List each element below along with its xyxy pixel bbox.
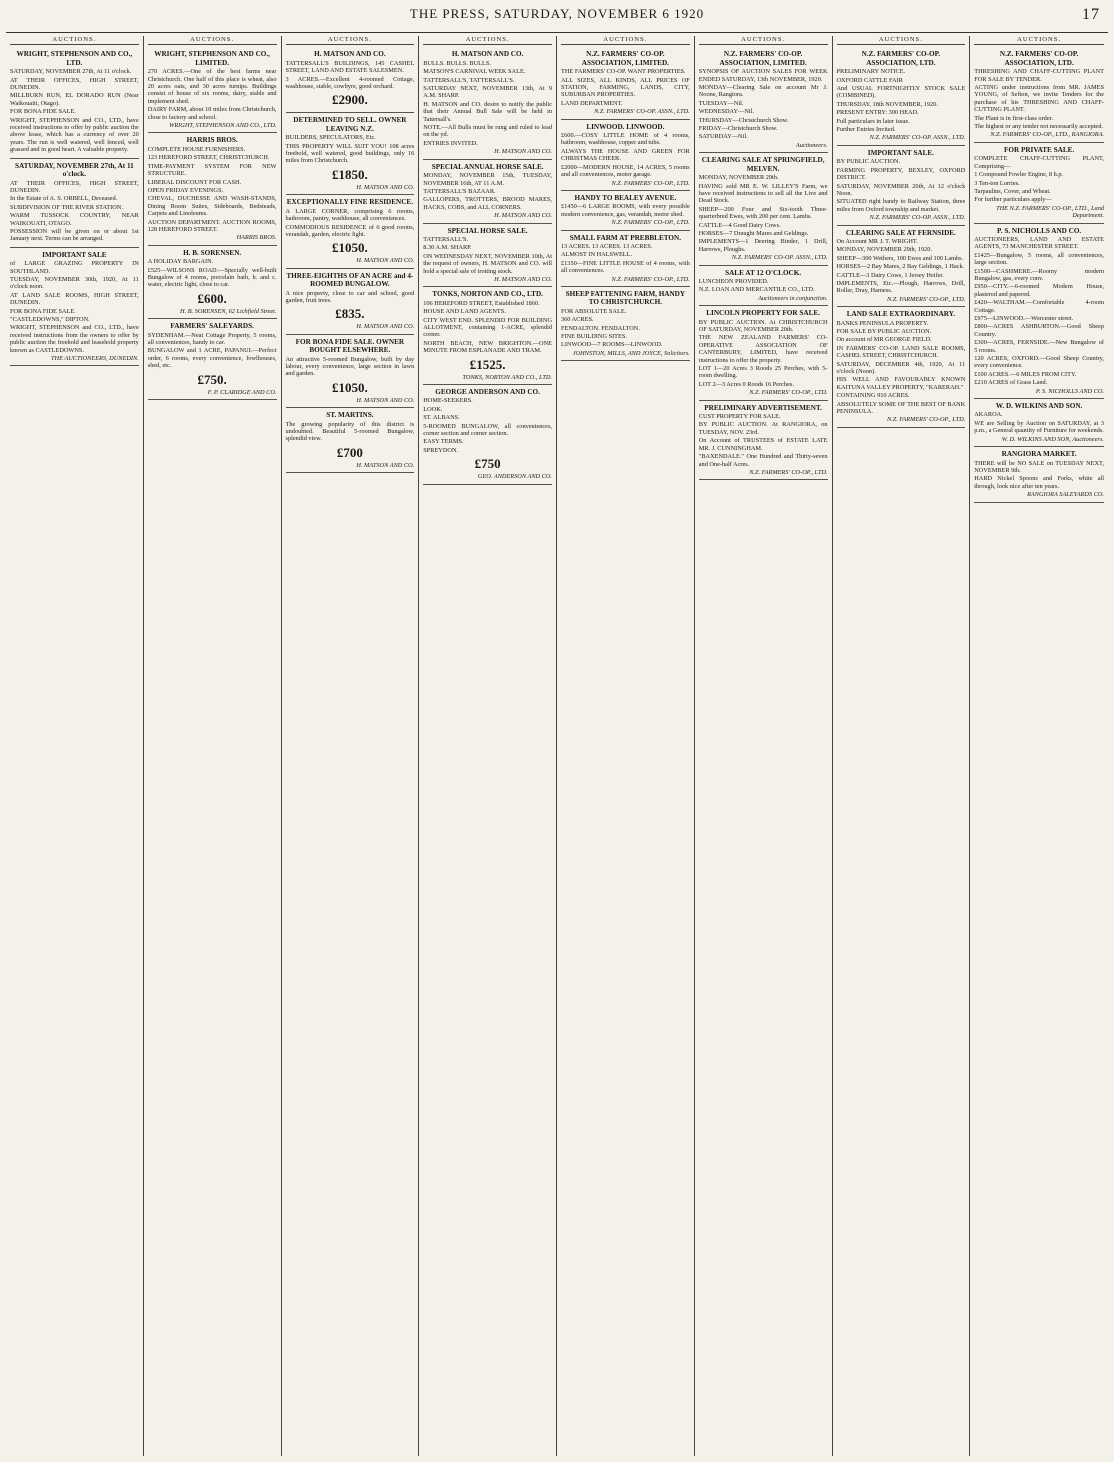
auction-column — [970, 36, 1108, 1456]
ad-text: CATTLE—3 Dairy Cows, 1 Jersey Heifer. — [836, 271, 944, 279]
ad-text: 3 ACRES.—Excellent 4-roomed Cottage, washhouse, stable, cowbyre, good orchard. — [285, 75, 415, 91]
ad-price: £600. — [197, 290, 227, 306]
ad-heading: CLEARING SALE AT SPRINGFIELD, MELVEN. — [701, 156, 825, 173]
ad-text: BANKS PENINSULA PROPERTY. — [836, 319, 929, 327]
ad-firm: THE AUCTIONEERS, DUNEDIN. — [51, 355, 139, 363]
ad-text: AKAROA. — [974, 411, 1003, 419]
ad-text: On Account MR J. T. WRIGHT. — [836, 237, 918, 245]
ad-text: BY PUBLIC AUCTION. At CHRISTCHURCH OF SATURDAY, NOVEMBER 20th. — [698, 318, 828, 333]
ad-price: £700 — [336, 444, 363, 460]
ad-firm: H. MATSON AND CO. — [356, 183, 415, 191]
ad-text: £100 ACRES.—6 MILES FROM CITY. — [974, 370, 1077, 378]
ad-text: CHEVAL, DUCHESSE AND WASH-STANDS, Dining Room Suites, Sideboards, Bedsteads, Carpets and Linoleums. — [147, 195, 277, 218]
ad-text: H. MATSON and CO. desire to notify the public that their Annual Bull Sale will be held in Tattersall's. — [423, 100, 552, 123]
ad-text: 270 ACRES.—One of the best farms near Christchurch. One half of this place is wheat, also 20 acres oats, and 30 acres turnips. Buildings consist of house of six rooms, dairy, stable and implement shed. — [147, 68, 277, 105]
ad-text: LIBERAL DISCOUNT FOR CASH. — [147, 178, 242, 186]
ad-text: £300—ACRES, FERNSIDE.—New Bungalow of 5 rooms. — [974, 339, 1104, 354]
ad-text: ALMOST IN HALSWELL. — [561, 251, 633, 259]
auction-ad — [148, 133, 277, 245]
ad-text: 120 ACRES, OXFORD.—Good Sheep Country, every convenience. — [974, 355, 1104, 370]
ad-text: OXFORD CATTLE FAIR — [836, 76, 903, 84]
column-heading: AUCTIONS. — [837, 36, 966, 45]
ad-text: WRIGHT, STEPHENSON and CO., LTD., have received instructions from the owners to offer by public auction the freehold and leasehold property known as CASTLEDOWNS. — [10, 324, 139, 354]
ad-text: ON WEDNESDAY NEXT, NOVEMBER 10th, At the request of owners, H. MATSON and CO. will hold a special sale of trotting stock. — [423, 252, 552, 275]
ad-firm: H. MATSON AND CO. — [494, 212, 552, 220]
ad-heading: P. S. NICHOLLS AND CO. — [997, 226, 1082, 235]
auction-column — [557, 36, 695, 1456]
ad-firm: N.Z. FARMERS' CO-OP., LTD. — [749, 389, 828, 397]
ad-text: IMPLEMENTS—1 Deering Binder, 1 Drill, Harrows, Ploughs. — [698, 238, 828, 253]
ad-text: SATURDAY, NOVEMBER 20th, At 12 o'clock Noon. — [836, 182, 966, 197]
ad-text: TUESDAY, NOVEMBER 30th, 1920, At 11 o'clock noon. — [10, 275, 139, 291]
ad-text: And USUAL FORTNIGHTLY STOCK SALE (COMBINED). — [836, 85, 966, 100]
auction-ad — [423, 224, 552, 288]
auction-ad — [837, 146, 966, 226]
ad-text: THERE will be NO SALE on TUESDAY NEXT, NOVEMBER 9th. — [974, 459, 1104, 474]
column-heading: AUCTIONS. — [148, 36, 277, 45]
ad-text: On account of MR GEORGE FIELD. — [836, 336, 932, 344]
auction-ad — [286, 47, 415, 113]
ad-text: MILLBURN RUN, EL DORADO RUN (Near Waikouaiti, Otago). — [10, 92, 139, 107]
ad-heading: H. MATSON AND CO. — [314, 50, 386, 59]
ad-text: Further Entries Invited. — [836, 126, 896, 134]
ad-price: £1525. — [469, 356, 506, 372]
ad-firm: N.Z. FARMERS' CO-OP. ASSN., LTD. — [594, 108, 690, 116]
ad-firm: H. MATSON AND CO. — [494, 275, 552, 283]
ad-text: POSSESSION will be given on or about 1st January next. Terms can be arranged. — [10, 227, 139, 243]
ad-text: SATURDAY, DECEMBER 4th, 1920, At 11 o'clock (Noon). — [836, 360, 966, 376]
ad-text: A HOLIDAY BARGAIN. — [147, 258, 214, 266]
auction-ad — [837, 307, 966, 428]
ad-firm: N.Z. FARMERS' CO-OP., LTD., RANGIORA. — [990, 131, 1104, 139]
ad-text: 5-ROOMED BUNGALOW, all conveniences, corner section and corner section. — [423, 422, 552, 438]
ad-text: HORSES—2 Bay Mares, 2 Bay Geldings, 1 Hack. — [836, 263, 965, 271]
ad-text: 106 HEREFORD STREET, Established 1860. — [423, 299, 540, 307]
ad-heading: WRIGHT, STEPHENSON AND CO., LIMITED. — [154, 50, 270, 67]
auction-column — [6, 36, 144, 1456]
ad-heading: THREE-EIGHTHS OF AN ACRE and 4-ROOMED BUNGALOW. — [286, 271, 414, 289]
ad-text: WE are Selling by Auction on SATURDAY, at 3 p.m., a General quantity of Furniture for weekends. — [974, 419, 1104, 435]
auction-ad — [699, 47, 828, 153]
ad-firm: WRIGHT, STEPHENSON AND CO., LTD. — [169, 122, 277, 130]
auction-ad — [423, 385, 552, 485]
auction-ad — [561, 287, 690, 361]
auction-ad — [10, 47, 139, 158]
auction-ad — [286, 335, 415, 408]
ad-text: The Plant is in first-class order. — [974, 114, 1053, 122]
ad-heading: GEORGE ANDERSON AND CO. — [435, 388, 540, 397]
auction-ad — [561, 231, 690, 287]
ad-text: For further particulars apply— — [974, 196, 1052, 204]
ad-text: AT THEIR OFFICES, HIGH STREET, DUNEDIN. — [10, 76, 139, 92]
ad-heading: N.Z. FARMERS' CO-OP. ASSOCIATION, LIMITED. — [719, 50, 807, 67]
page-number: 17 — [1082, 6, 1100, 23]
ad-text: The growing popularity of this district is undoubted. Beautiful 5-roomed Bungalow, splendid view. — [285, 420, 415, 443]
ad-text: 3 Ten-ton Lorries. — [974, 179, 1020, 187]
ad-text: SPREYDON. — [423, 446, 459, 454]
ad-text: WEDNESDAY—Nil. — [698, 108, 754, 116]
ad-heading: LAND SALE EXTRAORDINARY. — [846, 310, 956, 319]
column-heading: AUCTIONS. — [10, 36, 139, 45]
auction-ad — [286, 195, 415, 268]
ad-text: PRELIMINARY NOTICE. — [836, 68, 906, 76]
auction-ad — [699, 306, 828, 400]
ad-text: THURSDAY—Christchurch Show. — [698, 116, 789, 124]
ad-text: AT THEIR OFFICES, HIGH STREET, DUNEDIN. — [10, 179, 139, 194]
page-header-title: THE PRESS, SATURDAY, NOVEMBER 6 1920 — [409, 6, 705, 21]
ad-firm: N.Z. FARMERS' CO-OP., LTD. — [611, 219, 690, 227]
ad-text: In the Estate of A. S. ORBELL, Deceased. — [10, 195, 118, 203]
ad-text: A LARGE CORNER, comprising 6 rooms, bathroom, pantry, washhouse, all conveniences. — [285, 207, 415, 223]
ad-heading: FARMERS' SALEYARDS. — [170, 322, 254, 331]
ad-text: LOT 2—3 Acres 0 Roods 16 Perches. — [698, 380, 794, 388]
ad-text: £1425—Bungalow, 5 rooms, all conveniences, large section. — [974, 251, 1104, 267]
ad-text: SATURDAY NEXT, NOVEMBER 13th, At 9 A.M. SHARP. — [423, 85, 552, 100]
ad-text: GALLOPERS, TROTTERS, BROOD MARES, HACKS, COBS, and ALL CORNERS. — [423, 196, 552, 211]
auction-column — [833, 36, 971, 1456]
ad-text: THE FARMERS' CO-OP. WANT PROPERTIES. — [561, 68, 686, 76]
ad-text: of LARGE GRAZING PROPERTY IN SOUTHLAND. — [10, 260, 139, 275]
ad-text: £1500—CASHMERE.—Roomy modern Bungalow, gas, every conv. — [974, 267, 1104, 282]
ad-firm: Auctioneers in conjunction. — [758, 294, 828, 302]
ad-heading: SPECIAL ANNUAL HORSE SALE. — [431, 162, 544, 171]
ad-text: TATTERSALL'S BAZAAR. — [423, 187, 496, 195]
auction-column — [695, 36, 833, 1456]
ad-text: £950—CITY.—6-roomed Modern House, plastered and papered. — [974, 283, 1104, 298]
ad-text: FINE BUILDING SITES. — [561, 333, 627, 340]
ad-text: TUESDAY—Nil. — [698, 99, 744, 107]
column-heading: AUCTIONS. — [423, 36, 552, 45]
ad-price: £1850. — [332, 166, 368, 182]
ad-text: An attractive 5-roomed Bungalow, built by day labour, every convenience, large section in lawn and garden. — [285, 355, 415, 378]
ad-text: The highest or any tender not necessarily accepted. — [974, 123, 1103, 131]
auction-ad — [561, 191, 690, 231]
ad-price: £1050. — [332, 379, 368, 395]
ad-text: "BAXENDALE." One Hundred and Thirty-seven and One-half Acres. — [698, 453, 828, 468]
ad-heading: SALE AT 12 O'CLOCK. — [725, 268, 802, 277]
auction-ad — [837, 47, 966, 145]
ad-text: 123 HEREFORD STREET, CHRISTCHURCH. — [147, 154, 270, 162]
ad-firm: H. MATSON AND CO. — [356, 257, 415, 265]
ad-text: THURSDAY, 18th NOVEMBER, 1920. — [836, 100, 938, 108]
ad-text: £1450—6 LARGE ROOMS, with every possible modern convenience, gas, verandah, motor shed. — [561, 203, 690, 218]
auction-ad — [974, 447, 1104, 502]
ad-heading: PRELIMINARY ADVERTISEMENT. — [704, 403, 822, 412]
ad-price: £750. — [197, 371, 227, 387]
column-heading: AUCTIONS. — [699, 36, 828, 45]
ad-text: Tarpaulins, Cover, and Wheat. — [974, 187, 1051, 195]
auction-ad — [699, 401, 828, 481]
ad-text: TATTERSALL'S. — [423, 235, 469, 243]
ad-text: On Account of TRUSTEES of ESTATE LATE MR. J. CUNNINGHAM. — [698, 437, 828, 452]
ad-text: WARM TUSSOCK COUNTRY, NEAR WAIKOUATI, OTAGO. — [10, 212, 139, 227]
ad-text: BULLS. BULLS. BULLS. — [423, 59, 491, 67]
auction-ad — [974, 224, 1104, 400]
ad-heading: FOR PRIVATE SALE. — [1004, 145, 1075, 154]
ad-heading: CLEARING SALE AT FERNSIDE. — [845, 228, 956, 237]
ad-firm: N.Z. FARMERS' CO-OP., LTD. — [749, 468, 828, 476]
auction-column — [144, 36, 282, 1456]
ad-text: COMPLETE CHAFF-CUTTING PLANT, Comprising— — [974, 155, 1104, 170]
ad-text: LOOK. — [423, 405, 443, 413]
ad-firm: N.Z. FARMERS' CO-OP., LTD. — [611, 179, 690, 187]
ad-firm: H. B. SORENSEN, 62 Lichfield Street. — [180, 307, 277, 315]
ad-text: THE NEW ZEALAND FARMERS' CO-OPERATIVE ASSOCIATION OF CANTERBURY, LIMITED, have received instructions to offer the property. — [698, 334, 828, 364]
ad-text: MONDAY, NOVEMBER 29th, 1920. — [836, 246, 933, 254]
ad-text: FRIDAY—Christchurch Show. — [698, 125, 778, 133]
ad-text: MONDAY, NOVEMBER 29th. — [698, 174, 779, 182]
auction-ad — [148, 47, 277, 133]
ad-text: COMMODIOUS RESIDENCE of 6 good rooms, verandah, garden, electric light. — [285, 223, 415, 238]
ad-heading: N.Z. FARMERS' CO-OP. ASSOCIATION, LIMITED. — [581, 50, 669, 67]
ad-text: ST. ALBANS. — [423, 414, 460, 422]
auction-ad — [10, 159, 139, 248]
ad-text: WRIGHT, STEPHENSON and CO., LTD., have received instructions to offer by public auction the above lease, which has a currency of over 20 years. The run is well watered, well fenced, well grassed and in good heart. A valuable property. — [10, 116, 139, 154]
ad-firm: N.Z. FARMERS' CO-OP. ASSN., LTD. — [731, 254, 828, 262]
ad-heading: HANDY TO BEALEY AVENUE. — [574, 193, 677, 202]
ad-text: CATTLE—4 Good Dairy Cows. — [698, 221, 781, 229]
ad-text: FENDALTON. FENDALTON. — [561, 324, 640, 332]
ad-heading: W. D. WILKINS AND SON. — [995, 402, 1083, 411]
column-heading: AUCTIONS. — [286, 36, 415, 45]
ad-heading: SATURDAY, NOVEMBER 27th, At 11 o'clock. — [15, 161, 134, 179]
ad-text: HAVING sold MR E. W. LILLEY'S Farm, we have received instructions to sell all the Live and Dead Stock. — [698, 182, 828, 205]
ad-text: £2000—MODERN HOUSE, 14 ACRES, 5 rooms and all conveniences, motor garage. — [561, 163, 690, 179]
ad-text: TIME-PAYMENT SYSTEM FOR NEW STRUCTURE. — [147, 162, 277, 178]
ad-text: SHEEP—300 Wethers, 100 Ewes and 100 Lambs. — [836, 254, 964, 262]
ad-text: FOR SALE BY PUBLIC AUCTION. — [836, 328, 932, 335]
auction-column — [282, 36, 420, 1456]
auction-ad — [286, 113, 415, 195]
ad-heading: RANGIORA MARKET. — [1001, 450, 1077, 459]
ad-text: MONDAY, NOVEMBER 15th, TUESDAY, NOVEMBER 16th, AT 11 A.M. — [423, 172, 552, 187]
ad-text: AUCTION DEPARTMENT. AUCTION ROOMS, 128 HEREFORD STREET. — [147, 218, 277, 233]
ad-firm: JOHNSTON, MILLS, AND JOYCE, Solicitors. — [572, 349, 690, 357]
ad-heading: N.Z. FARMERS' CO-OP. ASSOCIATION, LTD. — [999, 50, 1079, 67]
ad-text: £800—ACRES ASHBURTON.—Good Sheep Country. — [974, 323, 1104, 338]
ad-text: CONTAINING 910 ACRES. — [836, 392, 910, 400]
ad-text: 1 Compound Fowler Engine, 8 h.p. — [974, 171, 1064, 179]
ad-text: LAND DEPARTMENT. — [561, 99, 623, 107]
header-rule — [6, 32, 1108, 33]
ad-firm: F. P. CLARIDGE AND CO. — [207, 388, 277, 396]
ad-firm: N.Z. FARMERS' CO-OP., LTD. — [886, 416, 966, 424]
ad-text: HARD Nickel Spoons and Forks, white all through, look nice after ten years. — [974, 475, 1104, 490]
ad-heading: TONKS, NORTON AND CO., LTD. — [432, 290, 543, 299]
ad-firm: N.Z. FARMERS' CO-OP. ASSN., LTD. — [869, 134, 966, 142]
ad-text: MONDAY—Clearing Sale on account Mr J. Noone, Rangiora. — [698, 84, 828, 99]
ad-heading: H. MATSON AND CO. — [451, 50, 524, 59]
auction-ad — [148, 246, 277, 319]
ad-firm: TONKS, NORTON AND CO., LTD. — [462, 373, 552, 381]
ad-firm: H. MATSON AND CO. — [494, 148, 552, 156]
ad-text: SYNOPSIS OF AUCTION SALES FOR WEEK ENDED SATURDAY, 13th NOVEMBER, 1920. — [698, 68, 828, 83]
ad-firm: P. S. NICHOLLS AND CO. — [1035, 387, 1104, 395]
auction-ad — [974, 399, 1104, 447]
ad-text: COMPLETE HOUSE FURNISHERS. — [147, 145, 246, 153]
ad-text: Full particulars in later issue. — [836, 117, 910, 125]
ad-text: £525—WILSONS ROAD.—Specially well-built Bungalow of 4 rooms, porcelain bath, h. and c. water, electric light, close to car. — [147, 266, 277, 289]
ad-firm: THE N.Z. FARMERS' CO-OP., LTD., Land Department. — [996, 204, 1104, 220]
ad-heading: HARRIS BROS. — [186, 136, 238, 145]
ad-text: FARMING PROPERTY, BEXLEY, OXFORD DISTRICT. — [836, 166, 966, 182]
ad-text: ALWAYS THE HOUSE AND GREEN FOR CHRISTMAS CHEER. — [561, 147, 690, 163]
ad-firm: H. MATSON AND CO. — [356, 396, 415, 404]
ad-text: BY PUBLIC AUCTION. — [836, 158, 901, 166]
ad-text: TATTERSALL'S, TATTERSALL'S. — [423, 76, 515, 84]
ad-heading: ST. MARTINS. — [326, 411, 374, 420]
ad-text: AUCTIONEERS, LAND AND ESTATE AGENTS, 73 MANCHESTER STREET. — [974, 235, 1104, 251]
auction-ad — [561, 47, 690, 119]
ad-heading: SHEEP FATTENING FARM, HANDY TO CHRISTCHURCH. — [565, 289, 686, 307]
auction-ad — [974, 143, 1104, 224]
auction-ad — [837, 226, 966, 308]
ad-firm: Auctioneers. — [795, 141, 828, 149]
auction-ad — [10, 248, 139, 367]
auction-ad — [974, 47, 1104, 142]
ad-firm: N.Z. FARMERS' CO-OP., LTD. — [886, 295, 966, 303]
ad-text: THRESHING AND CHAFF-CUTTING PLANT FOR SALE BY TENDER. — [974, 68, 1104, 83]
ad-text: BUNGALOW and 1 ACRE, PAPANUI.—Perfect order, 6 rooms, every convenience, fowlhouses, shed, etc. — [147, 347, 277, 370]
ad-heading: IMPORTANT SALE — [42, 250, 107, 259]
ad-text: TATTERSALL'S BUILDINGS, 145 CASHEL STREET, LAND AND ESTATE SALESMEN. — [285, 59, 415, 75]
ad-heading: DETERMINED TO SELL. OWNER LEAVING N.Z. — [293, 116, 407, 133]
ad-text: HORSES—7 Draught Mares and Geldings. — [698, 229, 809, 237]
ad-firm: H. MATSON AND CO. — [356, 461, 415, 469]
ad-text: ENTRIES INVITED. — [423, 139, 478, 147]
auction-ad — [699, 266, 828, 307]
ad-firm: HARRIS BROS. — [236, 234, 277, 242]
ad-text: FOR BONA FIDE SALE. — [10, 108, 76, 116]
ad-text: SATURDAY—Nil. — [698, 133, 748, 141]
ad-text: 360 ACRES. — [561, 316, 594, 324]
ad-firm: RANGIORA SALEYARDS CO. — [1027, 491, 1104, 499]
ad-text: SATURDAY, NOVEMBER 27th, At 11 o'clock. — [10, 68, 132, 76]
auction-ad — [423, 287, 552, 385]
ad-heading: EXCEPTIONALLY FINE RESIDENCE. — [286, 198, 414, 207]
ad-text: IMPLEMENTS, Etc.—Plough, Harrows, Drill, Roller, Dray, Harness. — [836, 279, 966, 295]
ad-text: £975—LINWOOD.—Worcester street. — [974, 315, 1074, 322]
ad-text: SUBDIVISION OF THE RIVER STATION. — [10, 203, 123, 211]
ad-text: HOME-SEEKERS. — [423, 397, 473, 405]
ad-price: £1050. — [332, 240, 368, 256]
ad-firm: H. MATSON AND CO. — [356, 323, 415, 331]
ad-text: AT LAND SALE ROOMS, HIGH STREET, DUNEDIN. — [10, 291, 139, 307]
ad-text: IN FARMERS' CO-OP. LAND SALE ROOMS, CASHEL STREET, CHRISTCHURCH. — [836, 344, 966, 360]
ad-text: LOT 1—20 Acres 3 Roods 25 Perches, with 5-room dwelling. — [698, 365, 828, 380]
ad-text: 13 ACRES. 13 ACRES. 13 ACRES. — [561, 242, 653, 250]
auction-ad — [699, 153, 828, 265]
auction-columns — [6, 36, 1108, 1456]
auction-ad — [561, 120, 690, 191]
ad-text: "CASTLEDOWNS," DIPTON. — [10, 316, 90, 323]
ad-heading: IMPORTANT SALE. — [867, 148, 934, 157]
ad-text: £1350—FINE LITTLE HOUSE of 4 rooms, with all conveniences. — [561, 259, 690, 275]
column-heading: AUCTIONS. — [974, 36, 1104, 45]
ad-text: FOR ABSOLUTE SALE. — [561, 307, 627, 315]
ad-text: NOTE.—All Bulls must be rung and ruled to lead on the yd. — [423, 124, 552, 139]
ad-text: SYDENHAM.—Neat Cottage Property, 5 rooms, all conveniences, handy to car. — [147, 331, 277, 346]
ad-heading: H. B. SORENSEN. — [183, 248, 242, 257]
ad-firm: GEO. ANDERSON AND CO. — [477, 473, 552, 481]
auction-ad — [423, 160, 552, 224]
ad-heading: FOR BONA FIDE SALE. OWNER BOUGHT ELSEWHERE. — [295, 337, 405, 355]
ad-text: HOUSE AND LAND AGENTS. — [423, 308, 506, 316]
ad-text: LINWOOD—7 ROOMS—LINWOOD. — [561, 341, 663, 349]
ad-firm: N.Z. FARMERS' CO-OP., LTD. — [611, 275, 690, 283]
ad-text: £420—WALTHAM.—Comfortable 4-room Cottage. — [974, 299, 1104, 314]
ad-text: SITUATED right handy to Railway Station, three miles from Oxford township and market. — [836, 198, 966, 213]
ad-heading: WRIGHT, STEPHENSON AND CO., LTD. — [16, 50, 133, 67]
ad-text: NORTH BEACH, NEW BRIGHTON.—ONE MINUTE FROM ESPLANADE AND TRAM. — [423, 339, 552, 355]
ad-heading: SPECIAL HORSE SALE. — [447, 226, 528, 235]
auction-ad — [148, 319, 277, 400]
ad-text: SHEEP—200 Four and Six-tooth Three-quarterbred Ewes, with 200 per cent. Lambs. — [698, 205, 828, 221]
ad-text: ALL SIZES, ALL KINDS, ALL PRICES OF STATION, FARMING, LANDS, CITY, SUBURBAN PROPERTIES. — [561, 76, 690, 99]
auction-ad — [286, 269, 415, 335]
ad-text: BUILDERS, SPECULATORS, Etc. — [285, 134, 376, 142]
ad-text: CITY WEST END. SPLENDID FOR BUILDING ALLOTMENT, containing 1-ACRE, splendid corner. — [423, 316, 552, 339]
ad-firm: N.Z. FARMERS' CO-OP. ASSN., LTD. — [869, 214, 966, 222]
ad-text: THIS PROPERTY WILL SUIT YOU! 108 acres freehold, well watered, good buildings, only 16 miles from Christchurch. — [285, 142, 415, 165]
ad-heading: LINWOOD. LINWOOD. — [586, 122, 665, 131]
ad-text: OPEN FRIDAY EVENINGS. — [147, 186, 224, 194]
ad-text: 8.30 A.M. SHARP. — [423, 244, 472, 252]
ad-text: MATSON'S CARNIVAL WEEK SALE. — [423, 68, 526, 76]
ad-text: EASY TERMS. — [423, 438, 464, 446]
ad-text: PRESENT ENTRY: 300 HEAD. — [836, 109, 919, 117]
ad-text: HIS WELL AND FAVOURABLY KNOWN KAITUNA VALLEY PROPERTY, "KARERAH." — [836, 376, 966, 391]
column-heading: AUCTIONS. — [561, 36, 690, 45]
ad-text: FOR BONA FIDE SALE. — [10, 307, 76, 315]
ad-price: £835. — [335, 306, 365, 322]
ad-heading: SMALL FARM AT PREBBLETON. — [569, 233, 682, 242]
ad-text: N.Z. LOAN AND MERCANTILE CO., LTD. — [698, 286, 815, 294]
auction-ad — [423, 47, 552, 159]
ad-heading: N.Z. FARMERS' CO-OP. ASSOCIATION, LTD. — [861, 50, 941, 67]
ad-firm: W. D. WILKINS AND SON, Auctioneers. — [1001, 435, 1104, 443]
ad-text: ABSOLUTELY SOME OF THE BEST OF BANK PENINSULA. — [836, 400, 966, 416]
auction-column — [419, 36, 557, 1456]
ad-text: A nice property, close to car and school, good garden, fruit trees. — [285, 289, 415, 304]
auction-ad — [286, 408, 415, 473]
ad-price: £750 — [474, 456, 501, 472]
ad-text: DAIRY FARM, about 10 miles from Christchurch, close to factory and school. — [147, 106, 277, 121]
ad-price: £2900. — [332, 92, 368, 108]
ad-text: £210 ACRES of Grass Land. — [974, 379, 1048, 387]
ad-text: BY PUBLIC AUCTION. At RANGIORA, on TUESDAY, NOV. 23rd. — [698, 421, 828, 436]
ad-text: £600.—COSY LITTLE HOME of 4 rooms, bathroom, washhouse, copper and tubs. — [561, 132, 690, 147]
page-header — [0, 6, 1114, 30]
ad-text: LUNCHEON PROVIDED. — [698, 277, 769, 285]
ad-text: ACTING under instructions from MR. JAMES YOUNG, of Sefton, we invite Tenders for the purchase of his THRESHING AND CHAFF-CUTTING PLANT. — [974, 84, 1104, 114]
ad-text: CUST PROPERTY FOR SALE. — [698, 413, 781, 421]
ad-heading: LINCOLN PROPERTY FOR SALE. — [706, 309, 820, 318]
